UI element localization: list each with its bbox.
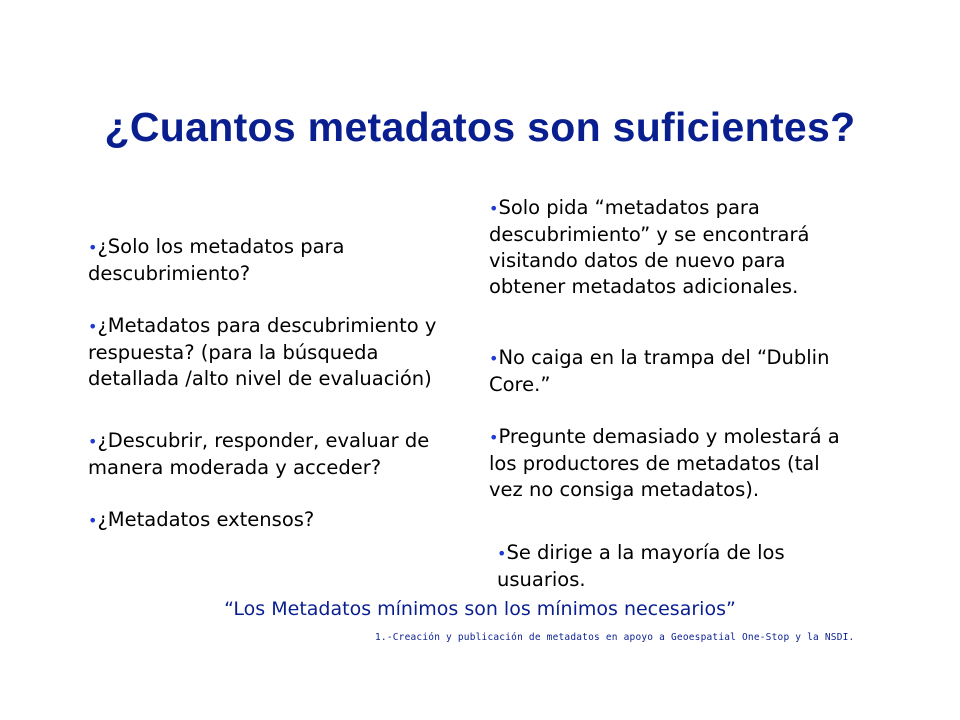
bullet-marker: • [88,238,98,257]
right-bullet-2 [489,345,869,398]
right-bullet-1-text: Solo pida “metadatos para descubrimiento” y se encontrará visitando datos de nuevo para obtener metadatos adicionales. [489,196,810,298]
right-bullet-4 [497,540,787,593]
footnote: 1.-Creación y publicación de metadatos en apoyo a Geoespatial One-Stop y la NSDI. [375,632,855,643]
right-bullet-1 [489,195,843,300]
right-bullet-2-text: No caiga en la trampa del “Dublin Core.” [489,346,830,396]
bullet-marker: • [497,544,507,563]
left-bullet-4 [88,507,418,534]
right-bullet-3-text: Pregunte demasiado y molestará a los productores de metadatos (tal vez no consiga metadatos). [489,425,840,501]
left-bullet-4-text: ¿Metadatos extensos? [97,508,315,531]
left-bullet-2-text: ¿Metadatos para descubrimiento y respuesta? (para la búsqueda detallada /alto nivel de evaluación) [88,314,437,390]
bullet-marker: • [88,432,98,451]
bullet-marker: • [489,428,499,447]
slide-title: ¿Cuantos metadatos son suficientes? [104,104,856,150]
left-bullet-3-text: ¿Descubrir, responder, evaluar de manera moderada y acceder? [88,429,430,479]
bullet-marker: • [489,349,499,368]
left-bullet-3 [88,428,460,481]
left-bullet-2 [88,313,474,392]
bullet-marker: • [489,199,499,218]
left-bullet-1-text: ¿Solo los metadatos para descubrimiento? [88,235,345,285]
closing-quote: “Los Metadatos mínimos son los mínimos necesarios” [224,598,736,620]
bullet-marker: • [88,511,98,530]
bullet-marker: • [88,317,98,336]
right-bullet-4-text: Se dirige a la mayoría de los usuarios. [497,541,785,591]
left-bullet-1 [88,234,388,287]
right-bullet-3 [489,424,857,503]
